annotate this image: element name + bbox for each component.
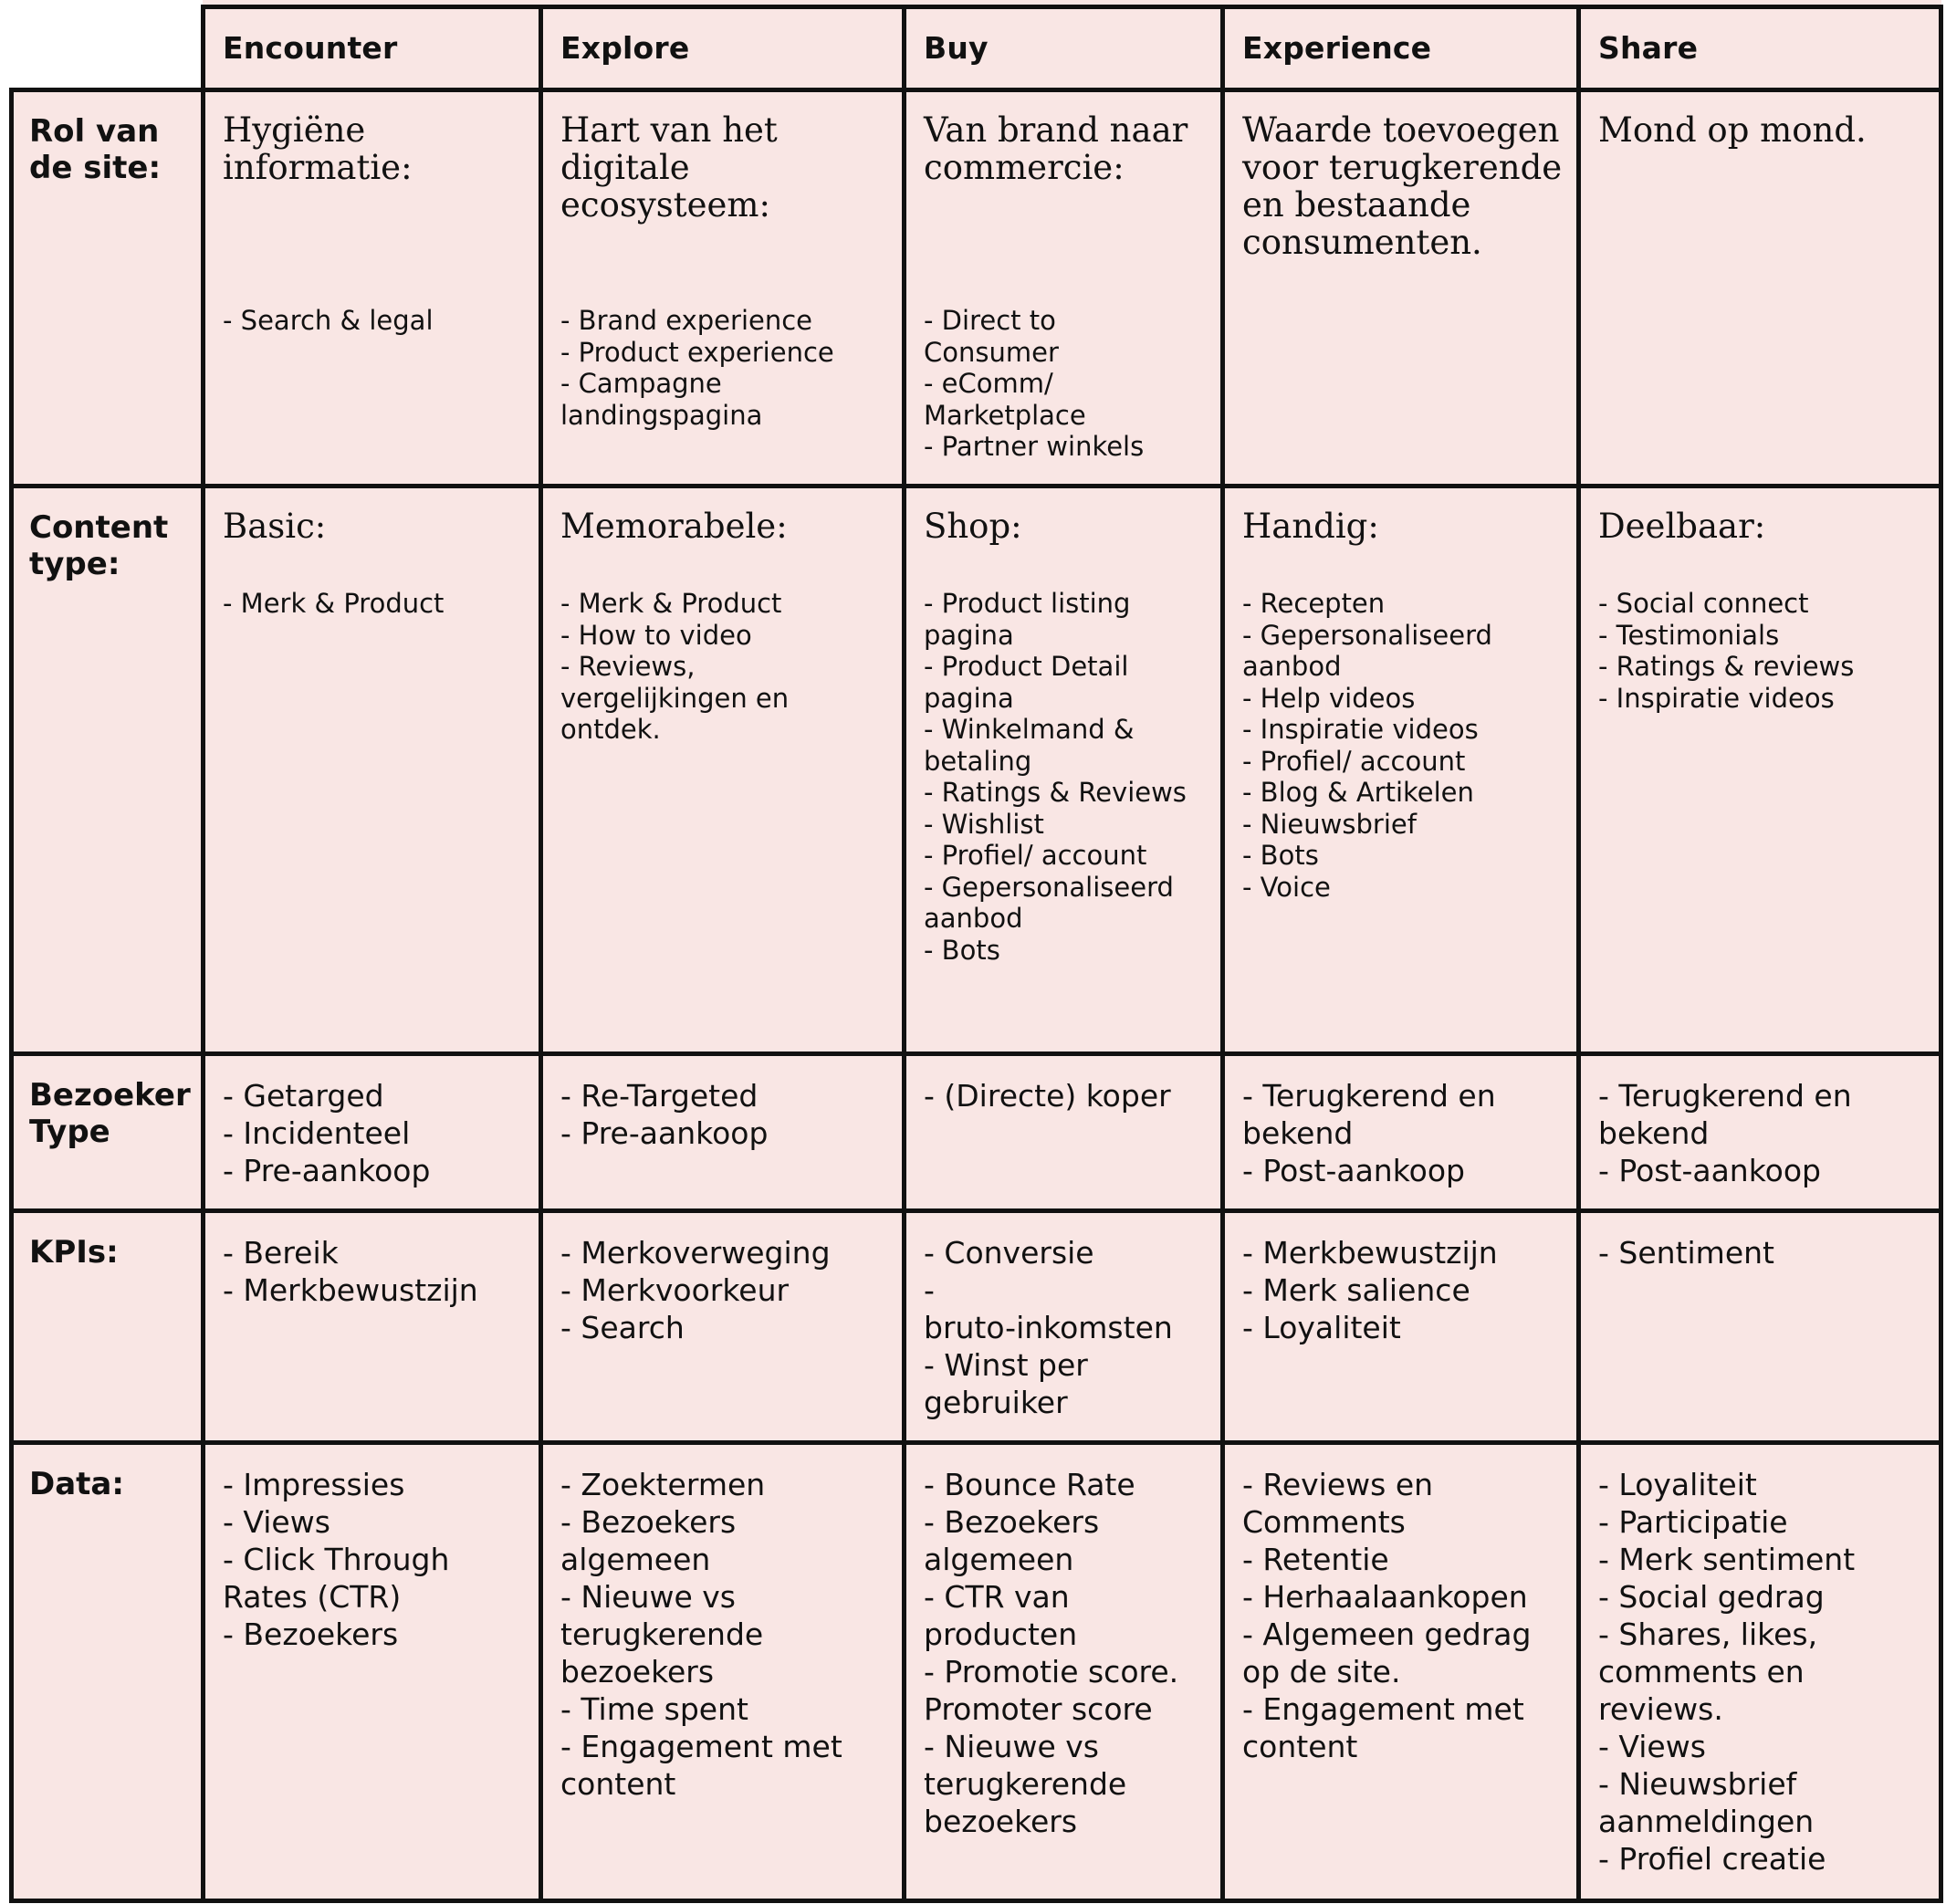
table-cell [540, 1210, 904, 1442]
table-cell [1222, 89, 1578, 486]
column-header-label: Share [1598, 30, 1699, 66]
table-cell [540, 89, 904, 486]
cell-title: Deelbaar: [1598, 507, 1766, 546]
row-label: Bezoeker Type [29, 1077, 191, 1150]
table-cell [203, 89, 540, 486]
grid-line [9, 484, 1943, 488]
cell-title: Hart van het digitale ecosysteem: [560, 110, 778, 225]
cell-items: - Brand experience - Product experience - Campagne landingspagina [560, 305, 834, 431]
grid-line [1576, 5, 1581, 1903]
grid-line [9, 1899, 1943, 1903]
cell-title: Van brand naar commercie: [924, 110, 1188, 187]
table-cell [904, 1053, 1222, 1210]
cell-items: - Bereik - Merkbewustzijn [223, 1235, 478, 1308]
cell-items: - Getarged - Incidenteel - Pre-aankoop [223, 1078, 431, 1188]
column-header-explore [540, 0, 904, 89]
row-label-kpis [9, 1210, 203, 1442]
cell-title: Memorabele: [560, 507, 788, 546]
grid-line [9, 1051, 1943, 1056]
table-cell [904, 89, 1222, 486]
grid-line [9, 1208, 1943, 1213]
column-header-label: Experience [1242, 30, 1432, 66]
table-cell [203, 486, 540, 1053]
column-header-experience [1222, 0, 1578, 89]
cell-items: - Impressies - Views - Click Through Rates (CTR) - Bezoekers [223, 1467, 450, 1652]
grid-line [902, 5, 906, 1903]
cell-items: - Bounce Rate - Bezoekers algemeen - CTR van producten - Promotie score. Promoter score - Nieuwe vs terugkerende bezoekers [924, 1467, 1179, 1839]
cell-items: - Social connect - Testimonials - Ratings & reviews - Inspiratie videos [1598, 588, 1855, 714]
table-cell [1222, 486, 1578, 1053]
cell-items: - Terugkerend en bekend - Post-aankoop [1598, 1078, 1852, 1188]
table-cell [1578, 1210, 1941, 1442]
table-cell [904, 1442, 1222, 1900]
table-cell [203, 1210, 540, 1442]
corner-cell [0, 0, 203, 89]
cell-title: Shop: [924, 507, 1022, 546]
table-cell [1222, 1442, 1578, 1900]
row-label-content-type [9, 486, 203, 1053]
table-cell [1222, 1053, 1578, 1210]
table-cell [203, 1442, 540, 1900]
cell-items: - Re-Targeted - Pre-aankoop [560, 1078, 769, 1151]
table-cell [1578, 89, 1941, 486]
table-cell [1222, 1210, 1578, 1442]
cell-title: Hygiëne informatie: [223, 110, 413, 187]
cell-items: - Terugkerend en bekend - Post-aankoop [1242, 1078, 1496, 1188]
grid-line [1939, 5, 1943, 1903]
table-cell [540, 1053, 904, 1210]
row-label-data [9, 1442, 203, 1900]
cell-title: Waarde toevoegen voor terugkerende en bestaande consumenten. [1242, 110, 1563, 262]
row-label-bezoeker-type [9, 1053, 203, 1210]
cell-items: - (Directe) koper [924, 1078, 1171, 1114]
row-label: Content type: [29, 509, 169, 582]
grid-line [201, 5, 205, 1903]
grid-line [201, 5, 1943, 9]
grid-line [9, 1440, 1943, 1445]
row-label: KPIs: [29, 1234, 119, 1271]
cell-items: - Merk & Product [223, 588, 445, 619]
cell-items: - Zoektermen - Bezoekers algemeen - Nieuwe vs terugkerende bezoekers - Time spent - Engagement met content [560, 1467, 842, 1802]
column-header-share [1578, 0, 1941, 89]
column-header-encounter [203, 0, 540, 89]
column-header-buy [904, 0, 1222, 89]
cell-title: Mond op mond. [1598, 110, 1867, 150]
row-label-rol [9, 89, 203, 486]
table-cell [904, 1210, 1222, 1442]
grid-line [539, 5, 543, 1903]
cell-items: - Loyaliteit - Participatie - Merk sentiment - Social gedrag - Shares, likes, comments en reviews. - Views - Nieuwsbrief aanmeldingen - Profiel creatie [1598, 1467, 1856, 1877]
cell-title: Handig: [1242, 507, 1379, 546]
cell-items: - Product listing pagina - Product Detail pagina - Winkelmand & betaling - Ratings & Reviews - Wishlist - Profiel/ account - Gepersonaliseerd aanbod - Bots [924, 588, 1187, 966]
table-cell [1578, 486, 1941, 1053]
column-header-label: Buy [924, 30, 989, 66]
cell-items: - Merkbewustzijn - Merk salience - Loyaliteit [1242, 1235, 1498, 1345]
cell-items: - Direct to Consumer - eComm/ Marketplace - Partner winkels [924, 305, 1145, 462]
row-label: Data: [29, 1466, 124, 1502]
grid-line [9, 88, 14, 1903]
column-header-label: Explore [560, 30, 690, 66]
grid-line [9, 88, 1943, 92]
cell-items: - Merk & Product - How to video - Reviews, vergelijkingen en ontdek. [560, 588, 790, 745]
row-label: Rol van de site: [29, 113, 162, 186]
column-header-label: Encounter [223, 30, 398, 66]
cell-title: Basic: [223, 507, 327, 546]
cell-items: - Conversie - bruto-inkomsten - Winst per gebruiker [924, 1235, 1173, 1420]
table-cell [904, 486, 1222, 1053]
cell-items: - Merkoverweging - Merkvoorkeur - Search [560, 1235, 831, 1345]
table-cell [540, 486, 904, 1053]
cell-items: - Search & legal [223, 305, 434, 336]
table-cell [540, 1442, 904, 1900]
table-cell [1578, 1442, 1941, 1900]
grid-line [1220, 5, 1225, 1903]
cell-items: - Recepten - Gepersonaliseerd aanbod - Help videos - Inspiratie videos - Profiel/ account - Blog & Artikelen - Nieuwsbrief - Bots - Voice [1242, 588, 1492, 903]
cell-items: - Sentiment [1598, 1235, 1774, 1271]
table-cell [1578, 1053, 1941, 1210]
cell-items: - Reviews en Comments - Retentie - Herhaalaankopen - Algemeen gedrag op de site. - Engagement met content [1242, 1467, 1532, 1764]
table-cell [203, 1053, 540, 1210]
